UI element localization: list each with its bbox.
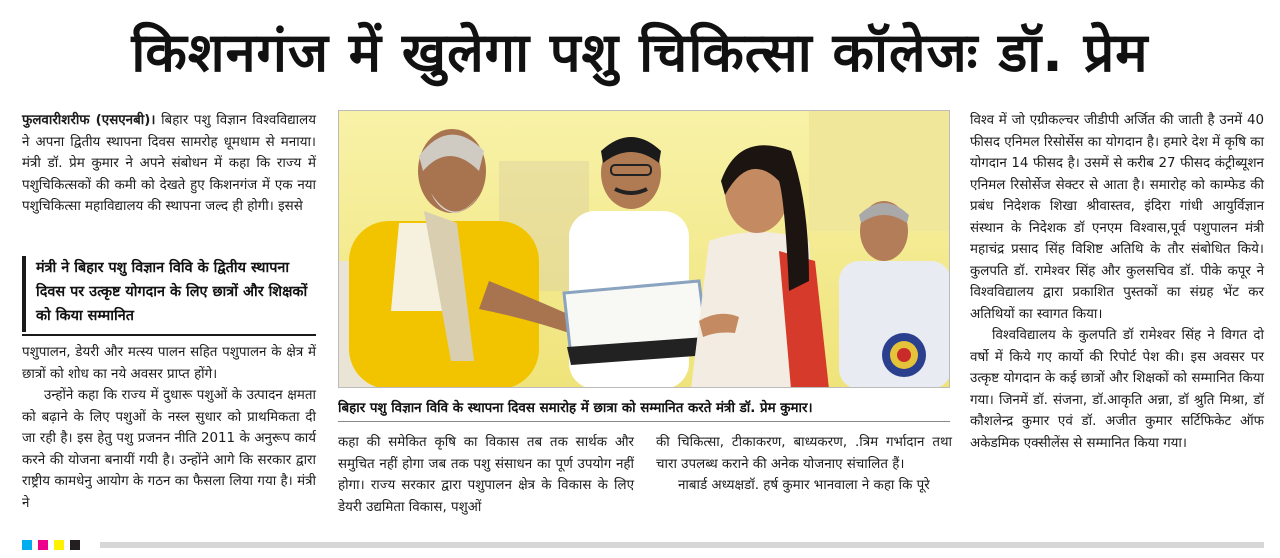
highlight-rule <box>22 334 316 336</box>
dateline: फुलवारीशरीफ (एसएनबी)। <box>22 113 156 128</box>
certificate <box>564 281 709 365</box>
paragraph: उन्होंने कहा कि राज्य में दुधारू पशुओं के उत्पादन क्षमता को बढ़ाने के लिए पशुओं के नस्ल सुधार को प्राथमिकता दी जा रही है। इस हेतु पशु प्रजनन नीति 2011 के अनुरूप कार्य करने की योजना बनायीं गयी है। उन्होंने आगे कि सरकार द्वारा राष्ट्रीय कामधेनु आयोग के गठन का फैसला लिया गया है। मंत्री ने <box>22 388 316 511</box>
paragraph: विश्वविद्यालय के कुलपति डॉ रामेश्वर सिंह ने विगत दो वर्षो में किये गए कार्यो की रिपोर्ट पेश की। इस अवसर पर उत्कृष्ट योगदान के कई छात्रों और शिक्षकों को सम्मानित किया गया। जिनमें डॉ. संजना, डॉ.आकृति अन्ना, डॉ श्रुति मिश्रा, डॉ कौशलेन्द्र कुमार एवं डॉ. अजीत कुमार सर्टिफिकेट ऑफ अकेडमिक एक्सीलेंस से सम्मानित किया गया। <box>970 328 1264 451</box>
headline: किशनगंज में खुलेगा पशु चिकित्सा कॉलेजः डॉ. प्रेम <box>131 21 1149 84</box>
print-registration-marks <box>22 540 80 550</box>
award-ceremony-photo <box>339 111 950 388</box>
paragraph: कहा की समेकित कृषि का विकास तब तक सार्थक और समुचित नहीं होगा जब तक पशु संसाधन का पूर्ण उपयोग नहीं होगा। राज्य सरकार द्वारा पशुपालन क्षेत्र के विकास के लिए डेयरी उद्यमिता विकास, पशुओं <box>338 435 634 515</box>
yellow-swatch <box>54 540 64 550</box>
article-intro <box>22 110 316 218</box>
news-photo <box>338 110 950 388</box>
article-column-1-continued <box>22 342 316 514</box>
article-column-4 <box>656 432 952 497</box>
photo-caption: बिहार पशु विज्ञान विवि के स्थापना दिवस समारोह में छात्रा को सम्मानित करते मंत्री डॉ. प्रेम कुमार। <box>338 396 950 422</box>
bottom-rule <box>100 542 1264 548</box>
paragraph: की चिकित्सा, टीकाकरण, बाध्यकरण, .त्रिम गर्भादान तथा चारा उपलब्ध कराने की अनेक योजनाए संचालित हैं। <box>656 435 952 472</box>
paragraph: पशुपालन, डेयरी और मत्स्य पालन सहित पशुपालन के क्षेत्र में छात्रों को शोध का नये अवसर प्राप्त होंगे। <box>22 345 316 382</box>
black-swatch <box>70 540 80 550</box>
cyan-swatch <box>22 540 32 550</box>
paragraph: विश्व में जो एग्रीकल्चर जीडीपी अर्जित की जाती है उनमें 40 फीसद एनिमल रिसोर्सेस का योगदान है। हमारे देश में कृषि का योगदान 14 फीसद है। उसमें से करीब 27 फीसद कंट्रीब्यूशन एनिमल रिसोर्सेज सेक्टर से आता है। समारोह को काम्फेड की प्रबंध निदेशक शिखा श्रीवास्तव, इंदिरा गांधी आयुर्विज्ञान संस्थान के निदेशक डॉ एनएम विश्वास,पूर्व पशुपालन मंत्री महाचंद्र प्रसाद सिंह विशिष्ट अतिथि के तौर संबोधित किये। कुलपति डॉ. रामेश्वर सिंह और कुलसचिव डॉ. पीके कपूर ने विश्वविद्यालय द्वारा प्रकाशित पुस्तकों का संग्रह भेंट कर अतिथियों का स्वागत किया। <box>970 113 1264 322</box>
paragraph: नाबार्ड अध्यक्षडॉ. हर्ष कुमार भानवाला ने कहा कि पूरे <box>678 478 930 493</box>
rosette-dot <box>897 348 911 362</box>
article-column-3 <box>338 432 634 518</box>
highlight-blurb: मंत्री ने बिहार पशु विज्ञान विवि के द्वितीय स्थापना दिवस पर उत्कृष्ट योगदान के लिए छात्रों और शिक्षकों को किया सम्मानित <box>22 256 316 332</box>
intro-text: बिहार पशु विज्ञान विश्वविद्यालय ने अपना द्वितीय स्थापना दिवस सामरोह धूमधाम से मनाया। मंत्री डॉ. प्रेम कुमार ने अपने संबोधन में कहा कि राज्य में पशुचिकित्सकों की कमी को देखते हुए किशनगंज में एक नया पशुचिकित्सा महाविद्यालय की स्थापना जल्द ही होगी। इससे <box>22 113 316 214</box>
magenta-swatch <box>38 540 48 550</box>
article-column-1 <box>22 110 316 218</box>
article-column-5 <box>970 110 1264 454</box>
